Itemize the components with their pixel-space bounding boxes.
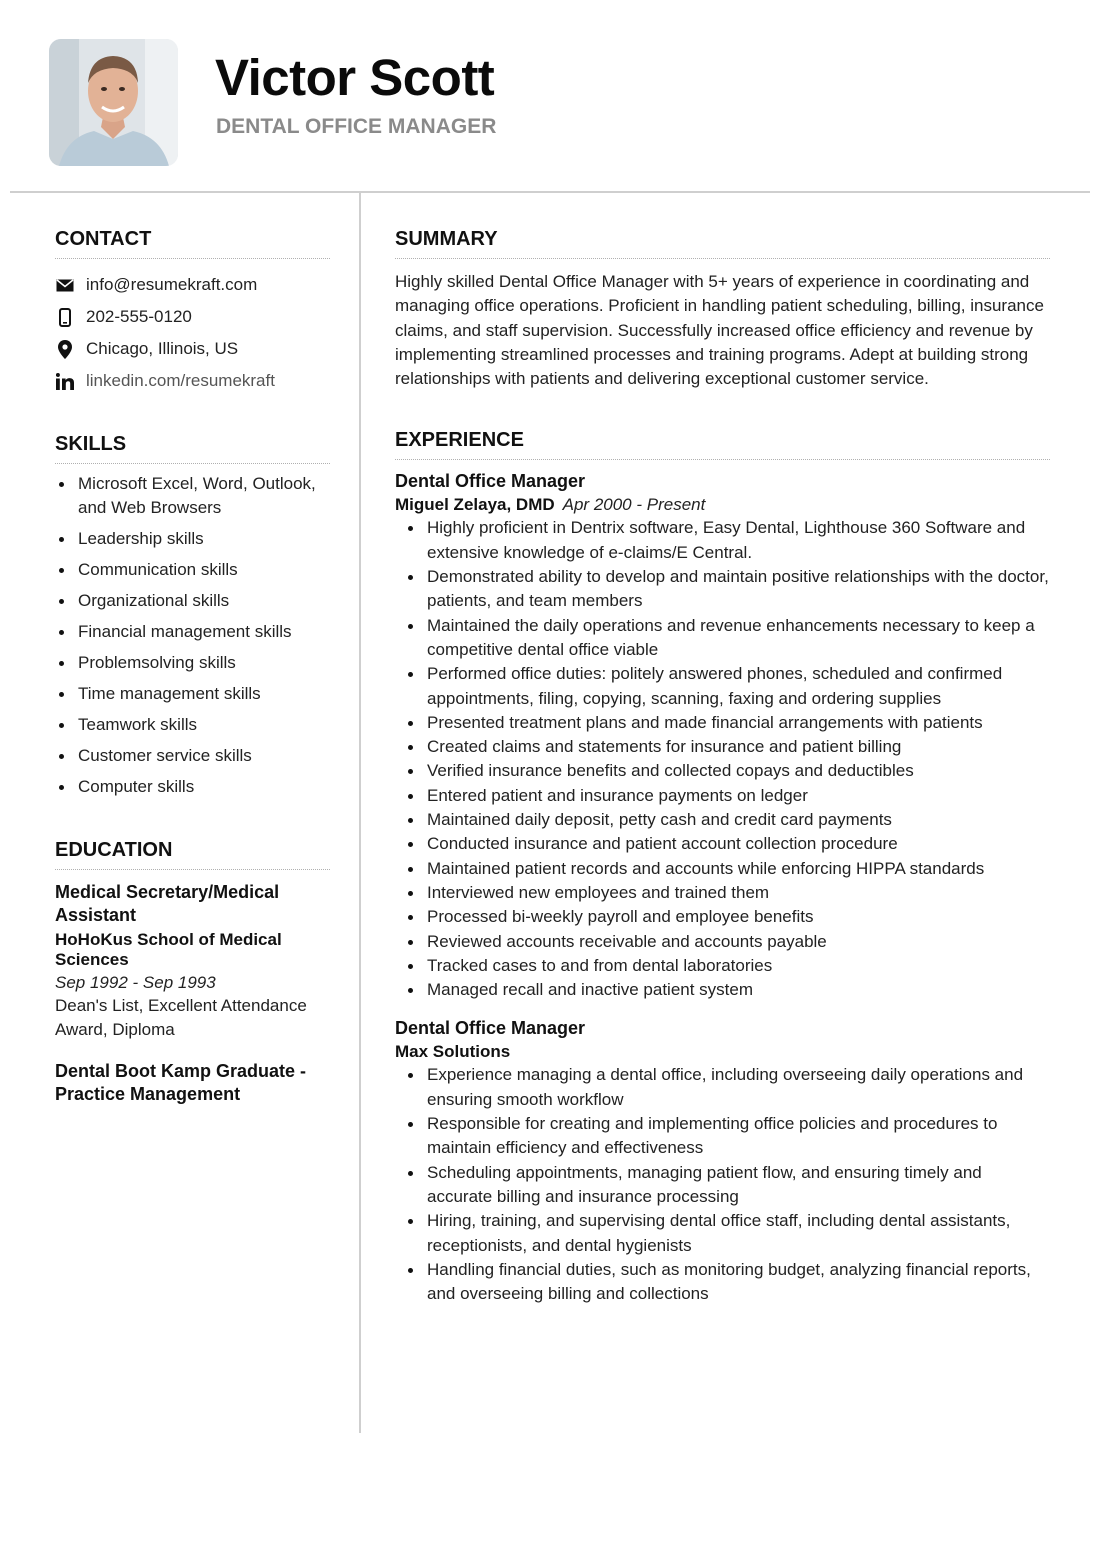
job-bullet: Maintained the daily operations and revenue enhancements necessary to keep a competitive dental office viable <box>395 614 1050 663</box>
education-degree: Medical Secretary/Medical Assistant <box>55 882 280 925</box>
map-pin-icon <box>55 339 75 359</box>
job-bullet: Entered patient and insurance payments on ledger <box>395 784 1050 808</box>
job-entry-meta <box>395 1041 1050 1063</box>
job-bullet: Demonstrated ability to develop and maintain positive relationships with the doctor, patients, and team members <box>395 565 1050 614</box>
skill-item: Teamwork skills <box>55 713 330 737</box>
education-school: HoHoKus School of Medical Sciences <box>55 930 282 969</box>
job-bullet: Experience managing a dental office, including overseeing daily operations and ensuring smooth workflow <box>395 1063 1050 1112</box>
job-bullet: Created claims and statements for insurance and patient billing <box>395 735 1050 759</box>
job-bullet: Maintained patient records and accounts while enforcing HIPPA standards <box>395 857 1050 881</box>
job-bullet: Scheduling appointments, managing patient flow, and ensuring timely and accurate billing and insurance processing <box>395 1161 1050 1210</box>
job-company: Max Solutions <box>395 1042 511 1062</box>
job-dates: Apr 2000 - Present <box>562 495 706 515</box>
skill-item: Communication skills <box>55 558 330 582</box>
phone-text: 202-555-0120 <box>86 307 192 326</box>
contact-linkedin[interactable] <box>55 365 330 397</box>
email-text[interactable]: info@resumekraft.com <box>86 275 258 294</box>
education-heading: EDUCATION <box>55 839 330 870</box>
profile-photo <box>49 39 178 166</box>
skills-list <box>55 472 330 799</box>
contact-location <box>55 333 330 365</box>
skill-item: Time management skills <box>55 682 330 706</box>
contact-heading: CONTACT <box>55 228 330 259</box>
skills-section <box>55 433 330 799</box>
education-dates: Sep 1992 - Sep 1993 <box>55 973 216 992</box>
left-column <box>55 228 330 1106</box>
job-entry-title: Dental Office Manager <box>395 471 586 492</box>
header-divider <box>10 191 1090 193</box>
job-entry <box>395 1017 1050 1306</box>
summary-text: Highly skilled Dental Office Manager with 5+ years of experience in coordinating and managing office operations. Proficient in handling patient scheduling, billing, insurance claims, and staff supervision. Successfully increased office efficiency and revenue by implementing streamlined processes and training programs. Adept at building strong relationships with patients and delivering exceptional customer service. <box>395 272 1044 389</box>
skill-item: Customer service skills <box>55 744 330 768</box>
linkedin-link[interactable]: linkedin.com/resumekraft <box>86 371 275 390</box>
job-bullet: Conducted insurance and patient account collection procedure <box>395 832 1050 856</box>
experience-section <box>395 429 1050 1306</box>
education-degree: Dental Boot Kamp Graduate - Practice Management <box>55 1061 307 1104</box>
location-text: Chicago, Illinois, US <box>86 339 239 358</box>
job-bullet: Responsible for creating and implementing office policies and procedures to maintain efficiency and effectiveness <box>395 1112 1050 1161</box>
contact-phone <box>55 301 330 333</box>
contact-email[interactable] <box>55 269 330 301</box>
phone-icon <box>55 307 75 327</box>
job-bullet: Reviewed accounts receivable and accounts payable <box>395 930 1050 954</box>
education-note: Dean's List, Excellent Attendance Award, Diploma <box>55 996 307 1039</box>
skill-item: Computer skills <box>55 775 330 799</box>
skill-item: Problemsolving skills <box>55 651 330 675</box>
skill-item: Organizational skills <box>55 589 330 613</box>
job-bullets <box>395 516 1050 1002</box>
job-bullet: Presented treatment plans and made financial arrangements with patients <box>395 711 1050 735</box>
right-column <box>395 228 1050 1306</box>
job-bullet: Hiring, training, and supervising dental office staff, including dental assistants, receptionists, and dental hygienists <box>395 1209 1050 1258</box>
skill-item: Financial management skills <box>55 620 330 644</box>
job-bullets <box>395 1063 1050 1306</box>
contact-list <box>55 269 330 397</box>
job-title: DENTAL OFFICE MANAGER <box>216 115 497 138</box>
summary-heading: SUMMARY <box>395 228 1050 259</box>
envelope-icon <box>55 275 75 295</box>
skill-item: Microsoft Excel, Word, Outlook, and Web Browsers <box>55 472 330 520</box>
summary-section <box>395 228 1050 391</box>
skills-heading: SKILLS <box>55 433 330 464</box>
job-bullet: Managed recall and inactive patient system <box>395 978 1050 1002</box>
job-bullet: Tracked cases to and from dental laboratories <box>395 954 1050 978</box>
skill-item: Leadership skills <box>55 527 330 551</box>
portrait-photo-icon <box>49 39 178 166</box>
job-bullet: Highly proficient in Dentrix software, Easy Dental, Lighthouse 360 Software and extensive knowledge of e-claims/E Central. <box>395 516 1050 565</box>
education-section <box>55 839 330 1106</box>
job-bullet: Processed bi-weekly payroll and employee benefits <box>395 905 1050 929</box>
job-bullet: Maintained daily deposit, petty cash and credit card payments <box>395 808 1050 832</box>
job-bullet: Interviewed new employees and trained them <box>395 881 1050 905</box>
job-entry-title: Dental Office Manager <box>395 1018 586 1039</box>
contact-section <box>55 228 330 397</box>
job-bullet: Handling financial duties, such as monitoring budget, analyzing financial reports, and overseeing billing and collections <box>395 1258 1050 1307</box>
job-entry <box>395 470 1050 1002</box>
job-bullet: Verified insurance benefits and collected copays and deductibles <box>395 759 1050 783</box>
job-entry-meta <box>395 494 1050 516</box>
candidate-name: Victor Scott <box>215 49 495 106</box>
experience-heading: EXPERIENCE <box>395 429 1050 460</box>
job-company: Miguel Zelaya, DMD <box>395 495 555 515</box>
job-bullet: Performed office duties: politely answered phones, scheduled and confirmed appointments, filing, copying, scanning, faxing and ordering supplies <box>395 662 1050 711</box>
column-divider <box>359 193 361 1433</box>
linkedin-icon <box>55 371 75 391</box>
